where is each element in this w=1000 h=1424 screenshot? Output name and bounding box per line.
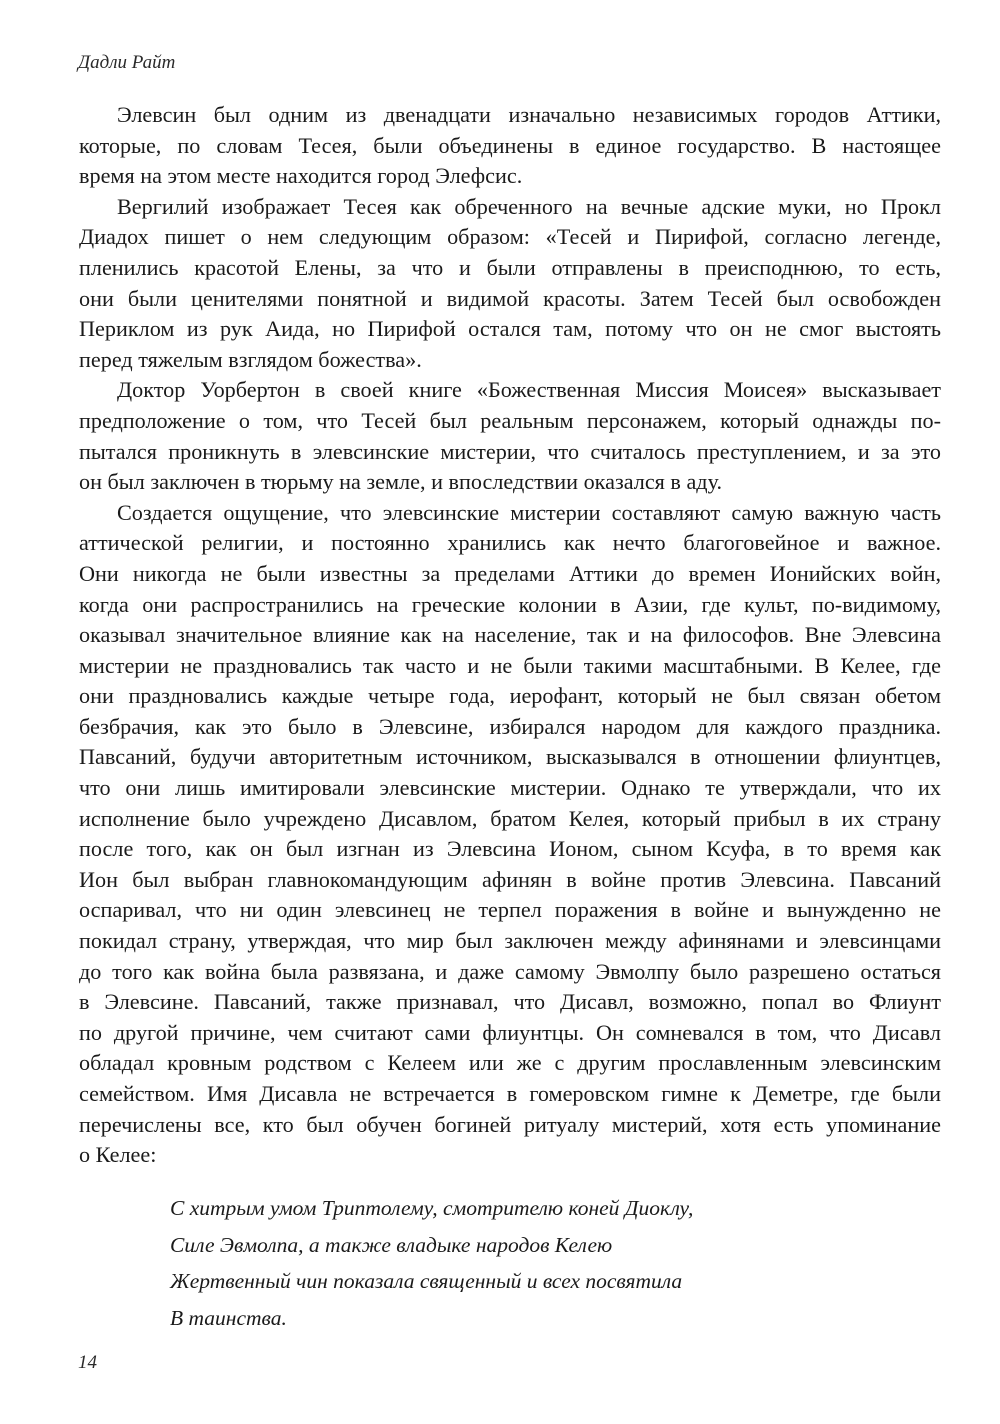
text-line: исполнение было учреждено Дисавлом, братом Келея, который прибыл в их страну: [79, 805, 941, 831]
text-line: обладал кровным родством с Келеем или же с другим прославленным элевсинским: [79, 1050, 941, 1076]
text-line: Диадох пишет о нем следующим образом: «Тесей и Пирифой, согласно легенде,: [79, 224, 941, 250]
text-line: которые, по словам Тесея, были объединены в единое государство. В настоящее: [79, 132, 941, 158]
text-line: перед тяжелым взглядом божества».: [79, 346, 422, 372]
paragraph-3: [79, 375, 941, 497]
verse-line: В таинства.: [170, 1305, 287, 1330]
text-line: Создается ощущение, что элевсинские мистерии составляют самую важную часть: [117, 499, 941, 525]
text-line: в Элевсине. Павсаний, также признавал, что Дисавл, возможно, попал во Флиунт: [79, 989, 941, 1015]
text-line: оказывал значительное влияние как на население, так и на философов. Вне Элевсина: [79, 622, 941, 648]
text-line: Они никогда не были известны за пределами Аттики до времен Ионийских войн,: [79, 560, 941, 586]
text-line: мистерии не праздновались так часто и не были такими масштабными. В Келее, где: [79, 652, 941, 678]
text-line: перечислены все, кто был обучен богиней ритуалу мистерий, хотя есть упоминание: [79, 1111, 941, 1137]
text-line: покидал страну, утверждая, что мир был заключен между афинянами и элевсинцами: [79, 928, 941, 954]
text-line: пытался проникнуть в элевсинские мистерии, что считалось преступлением, и за это: [79, 438, 941, 464]
text-line: время на этом месте находится город Элефсис.: [79, 163, 523, 189]
text-line: аттической религии, и постоянно хранились как нечто благоговейное и важное.: [79, 530, 941, 556]
text-line: до того как война была развязана, и даже самому Эвмолпу было разрешено остаться: [79, 958, 941, 984]
verse-line: Силе Эвмолпа, а также владыке народов Келею: [170, 1232, 613, 1257]
text-line: безбрачия, как это было в Элевсине, избирался народом для каждого праздника.: [79, 713, 941, 739]
text-line: они были ценителями понятной и видимой красоты. Затем Тесей был освобожден: [79, 285, 941, 311]
paragraph-2: [79, 192, 941, 376]
text-line: Доктор Уорбертон в своей книге «Божественная Миссия Моисея» высказывает: [117, 377, 941, 403]
text-line: что они лишь имитировали элевсинские мистерии. Однако те утверждали, что их: [79, 775, 941, 801]
verse-quote: [170, 1190, 693, 1336]
text-line: оспаривал, что ни один элевсинец не терпел поражения в войне и вынужденно не: [79, 897, 941, 923]
verse-line: Жертвенный чин показала священный и всех посвятила: [170, 1269, 683, 1293]
text-line: семейством. Имя Дисавла не встречается в гомеровском гимне к Деметре, где были: [79, 1081, 941, 1106]
text-line: когда они распространились на греческие колонии в Азии, где культ, по-видимому,: [79, 591, 941, 617]
paragraph-1: [79, 100, 941, 192]
page-number: 14: [78, 1352, 97, 1373]
text-line: пленились красотой Елены, за что и были отправлены в преисподнюю, то есть,: [79, 254, 941, 280]
text-line: Вергилий изображает Тесея как обреченного на вечные адские муки, но Прокл: [117, 193, 941, 219]
text-line: Павсаний, будучи авторитетным источником, высказывался в отношении флиунтцев,: [79, 744, 941, 770]
paragraph-4: [79, 498, 941, 1171]
running-head-author: Дадли Райт: [78, 52, 176, 73]
text-line: о Келее:: [79, 1142, 157, 1168]
text-line: Ион был выбран главнокомандующим афинян в войне против Элевсина. Павсаний: [79, 866, 941, 892]
text-line: предположение о том, что Тесей был реальным персонажем, который однажды по-: [79, 407, 941, 433]
body-text: [79, 100, 941, 1171]
text-line: после того, как он был изгнан из Элевсина Ионом, сыном Ксуфа, в то время как: [79, 836, 941, 862]
text-line: он был заключен в тюрьму на земле, и впоследствии оказался в аду.: [79, 469, 723, 495]
text-line: Периклом из рук Аида, но Пирифой остался там, потому что он не смог выстоять: [79, 316, 941, 342]
verse-line: С хитрым умом Триптолему, смотрителю коней Диоклу,: [170, 1196, 694, 1220]
text-line: они праздновались каждые четыре года, иерофант, который не был связан обетом: [79, 683, 941, 709]
text-line: Элевсин был одним из двенадцати изначально независимых городов Аттики,: [117, 102, 941, 127]
text-line: по другой причине, чем считают сами флиунтцы. Он сомневался в том, что Дисавл: [79, 1019, 941, 1045]
